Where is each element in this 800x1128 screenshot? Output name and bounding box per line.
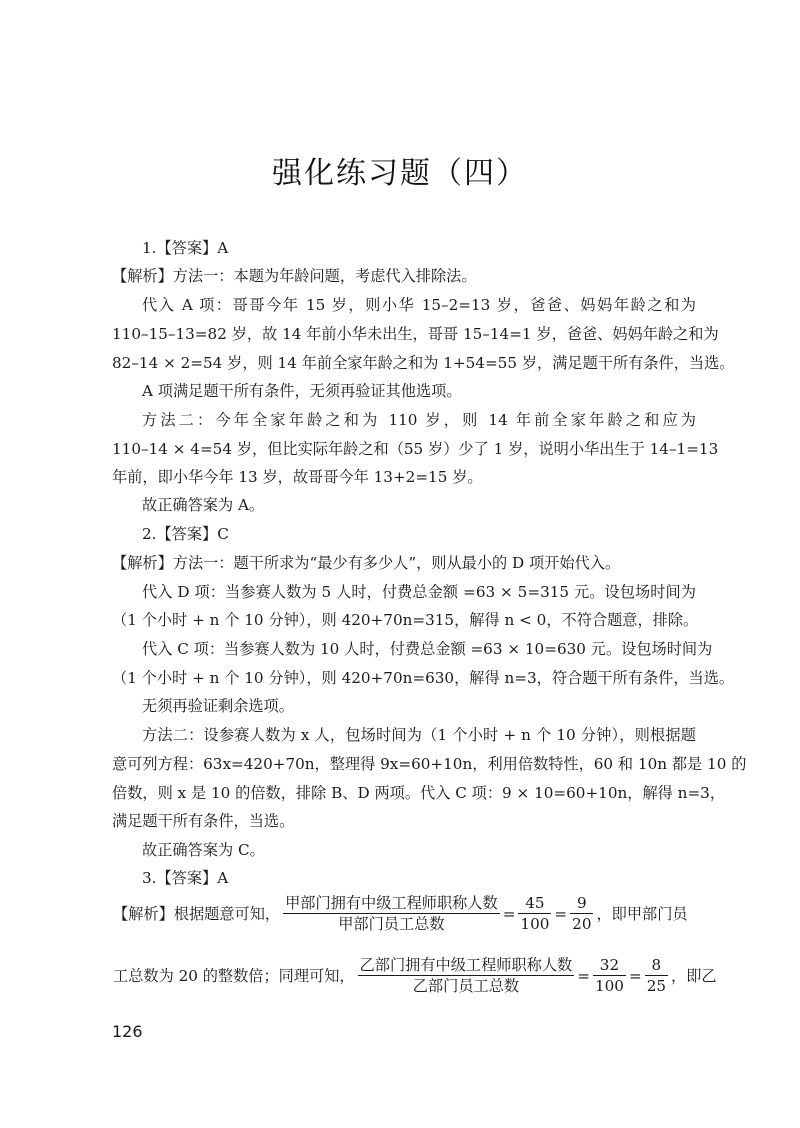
body-line: （1 个小时 + n 个 10 分钟），则 420+70n=315，解得 n < 0，不符合题意，排除。 (112, 611, 699, 629)
fraction-line-2 (112, 955, 718, 996)
fraction-numerator: 9 (570, 893, 593, 914)
fraction-denominator: 甲部门员工总数 (338, 915, 445, 933)
body-line: 110–14 × 4=54 岁，但比实际年龄之和（55 岁）少了 1 岁，说明小华出生于 14–1=13 (112, 440, 719, 458)
fraction-suffix: ，即甲部门员 (596, 905, 688, 923)
body-line: 无须再验证剩余选项。 (142, 697, 294, 715)
answer-label-2: 2.【答案】C (142, 525, 229, 543)
analysis-line: 【解析】方法一：题干所求为“最少有多少人”，则从最小的 D 项开始代入。 (112, 554, 621, 572)
body-line: 代入 A 项：哥哥今年 15 岁，则小华 15–2=13 岁，爸爸、妈妈年龄之和为 (142, 296, 696, 314)
body-line: 方法二：设参赛人数为 x 人，包场时间为（1 个小时 + n 个 10 分钟），则根据题 (142, 726, 696, 744)
fraction (570, 893, 593, 934)
fraction-numerator: 32 (593, 955, 626, 976)
equals-sign: = (577, 966, 590, 985)
fraction-prefix: 工总数为 20 的整数倍；同理可知， (113, 967, 355, 985)
body-line: 代入 C 项：当参赛人数为 10 人时，付费总金额 =63 × 10=630 元。设包场时间为 (142, 640, 713, 658)
body-line: 意可列方程：63x=420+70n，整理得 9x=60+10n，利用倍数特性，60 和 10n 都是 10 的 (112, 755, 747, 773)
fraction-denominator: 100 (520, 915, 550, 933)
body-line: 82–14 × 2=54 岁，则 14 年前全家年龄之和为 1+54=55 岁，满足题干所有条件，当选。 (112, 354, 735, 372)
equals-sign: = (628, 966, 642, 985)
equals-sign: = (554, 904, 568, 923)
body-line: A 项满足题干所有条件，无须再验证其他选项。 (142, 382, 462, 400)
equals-sign: = (502, 904, 516, 923)
answer-label-1: 1.【答案】A (142, 239, 229, 257)
fraction (645, 955, 668, 996)
body-line: 满足题干所有条件，当选。 (112, 812, 295, 830)
body-line: 代入 D 项：当参赛人数为 5 人时，付费总金额 =63 × 5=315 元。设包场时间为 (142, 583, 696, 601)
page-title: 强化练习题（四） (272, 156, 528, 191)
fraction-numerator: 8 (645, 955, 668, 976)
fraction (358, 955, 575, 996)
conclusion-line: 故正确答案为 A。 (142, 496, 265, 514)
body-line: 方法二：今年全家年龄之和为 110 岁，则 14 年前全家年龄之和应为 (142, 411, 696, 429)
fraction-denominator: 25 (646, 977, 667, 995)
body-line: 年前，即小华今年 13 岁，故哥哥今年 13+2=15 岁。 (112, 468, 483, 486)
answer-label-3: 3.【答案】A (142, 869, 229, 887)
fraction-numerator: 45 (518, 893, 551, 914)
body-line: 110–15–13=82 岁，故 14 年前小华未出生，哥哥 15–14=1 岁，爸爸、妈妈年龄之和为 (112, 325, 719, 343)
fraction-line-1 (112, 893, 689, 934)
body-line: 倍数，则 x 是 10 的倍数，排除 B、D 两项。代入 C 项：9 × 10=60+10n，解得 n=3， (112, 784, 726, 802)
fraction-numerator: 甲部门拥有中级工程师职称人数 (285, 894, 498, 912)
analysis-line: 【解析】方法一：本题为年龄问题，考虑代入排除法。 (112, 267, 477, 285)
fraction-prefix: 【解析】根据题意可知， (113, 905, 281, 923)
body-line: （1 个小时 + n 个 10 分钟），则 420+70n=630，解得 n=3，符合题干所有条件，当选。 (112, 669, 735, 687)
conclusion-line: 故正确答案为 C。 (142, 841, 265, 859)
fraction-numerator: 乙部门拥有中级工程师职称人数 (359, 956, 573, 974)
fraction-suffix: ，即乙 (671, 967, 717, 985)
fraction-denominator: 乙部门员工总数 (412, 977, 520, 995)
fraction-denominator: 100 (594, 977, 624, 995)
fraction (283, 893, 500, 934)
fraction-denominator: 20 (572, 915, 592, 933)
page-number: 126 (112, 1022, 143, 1041)
fraction (518, 893, 551, 934)
fraction (593, 955, 626, 996)
